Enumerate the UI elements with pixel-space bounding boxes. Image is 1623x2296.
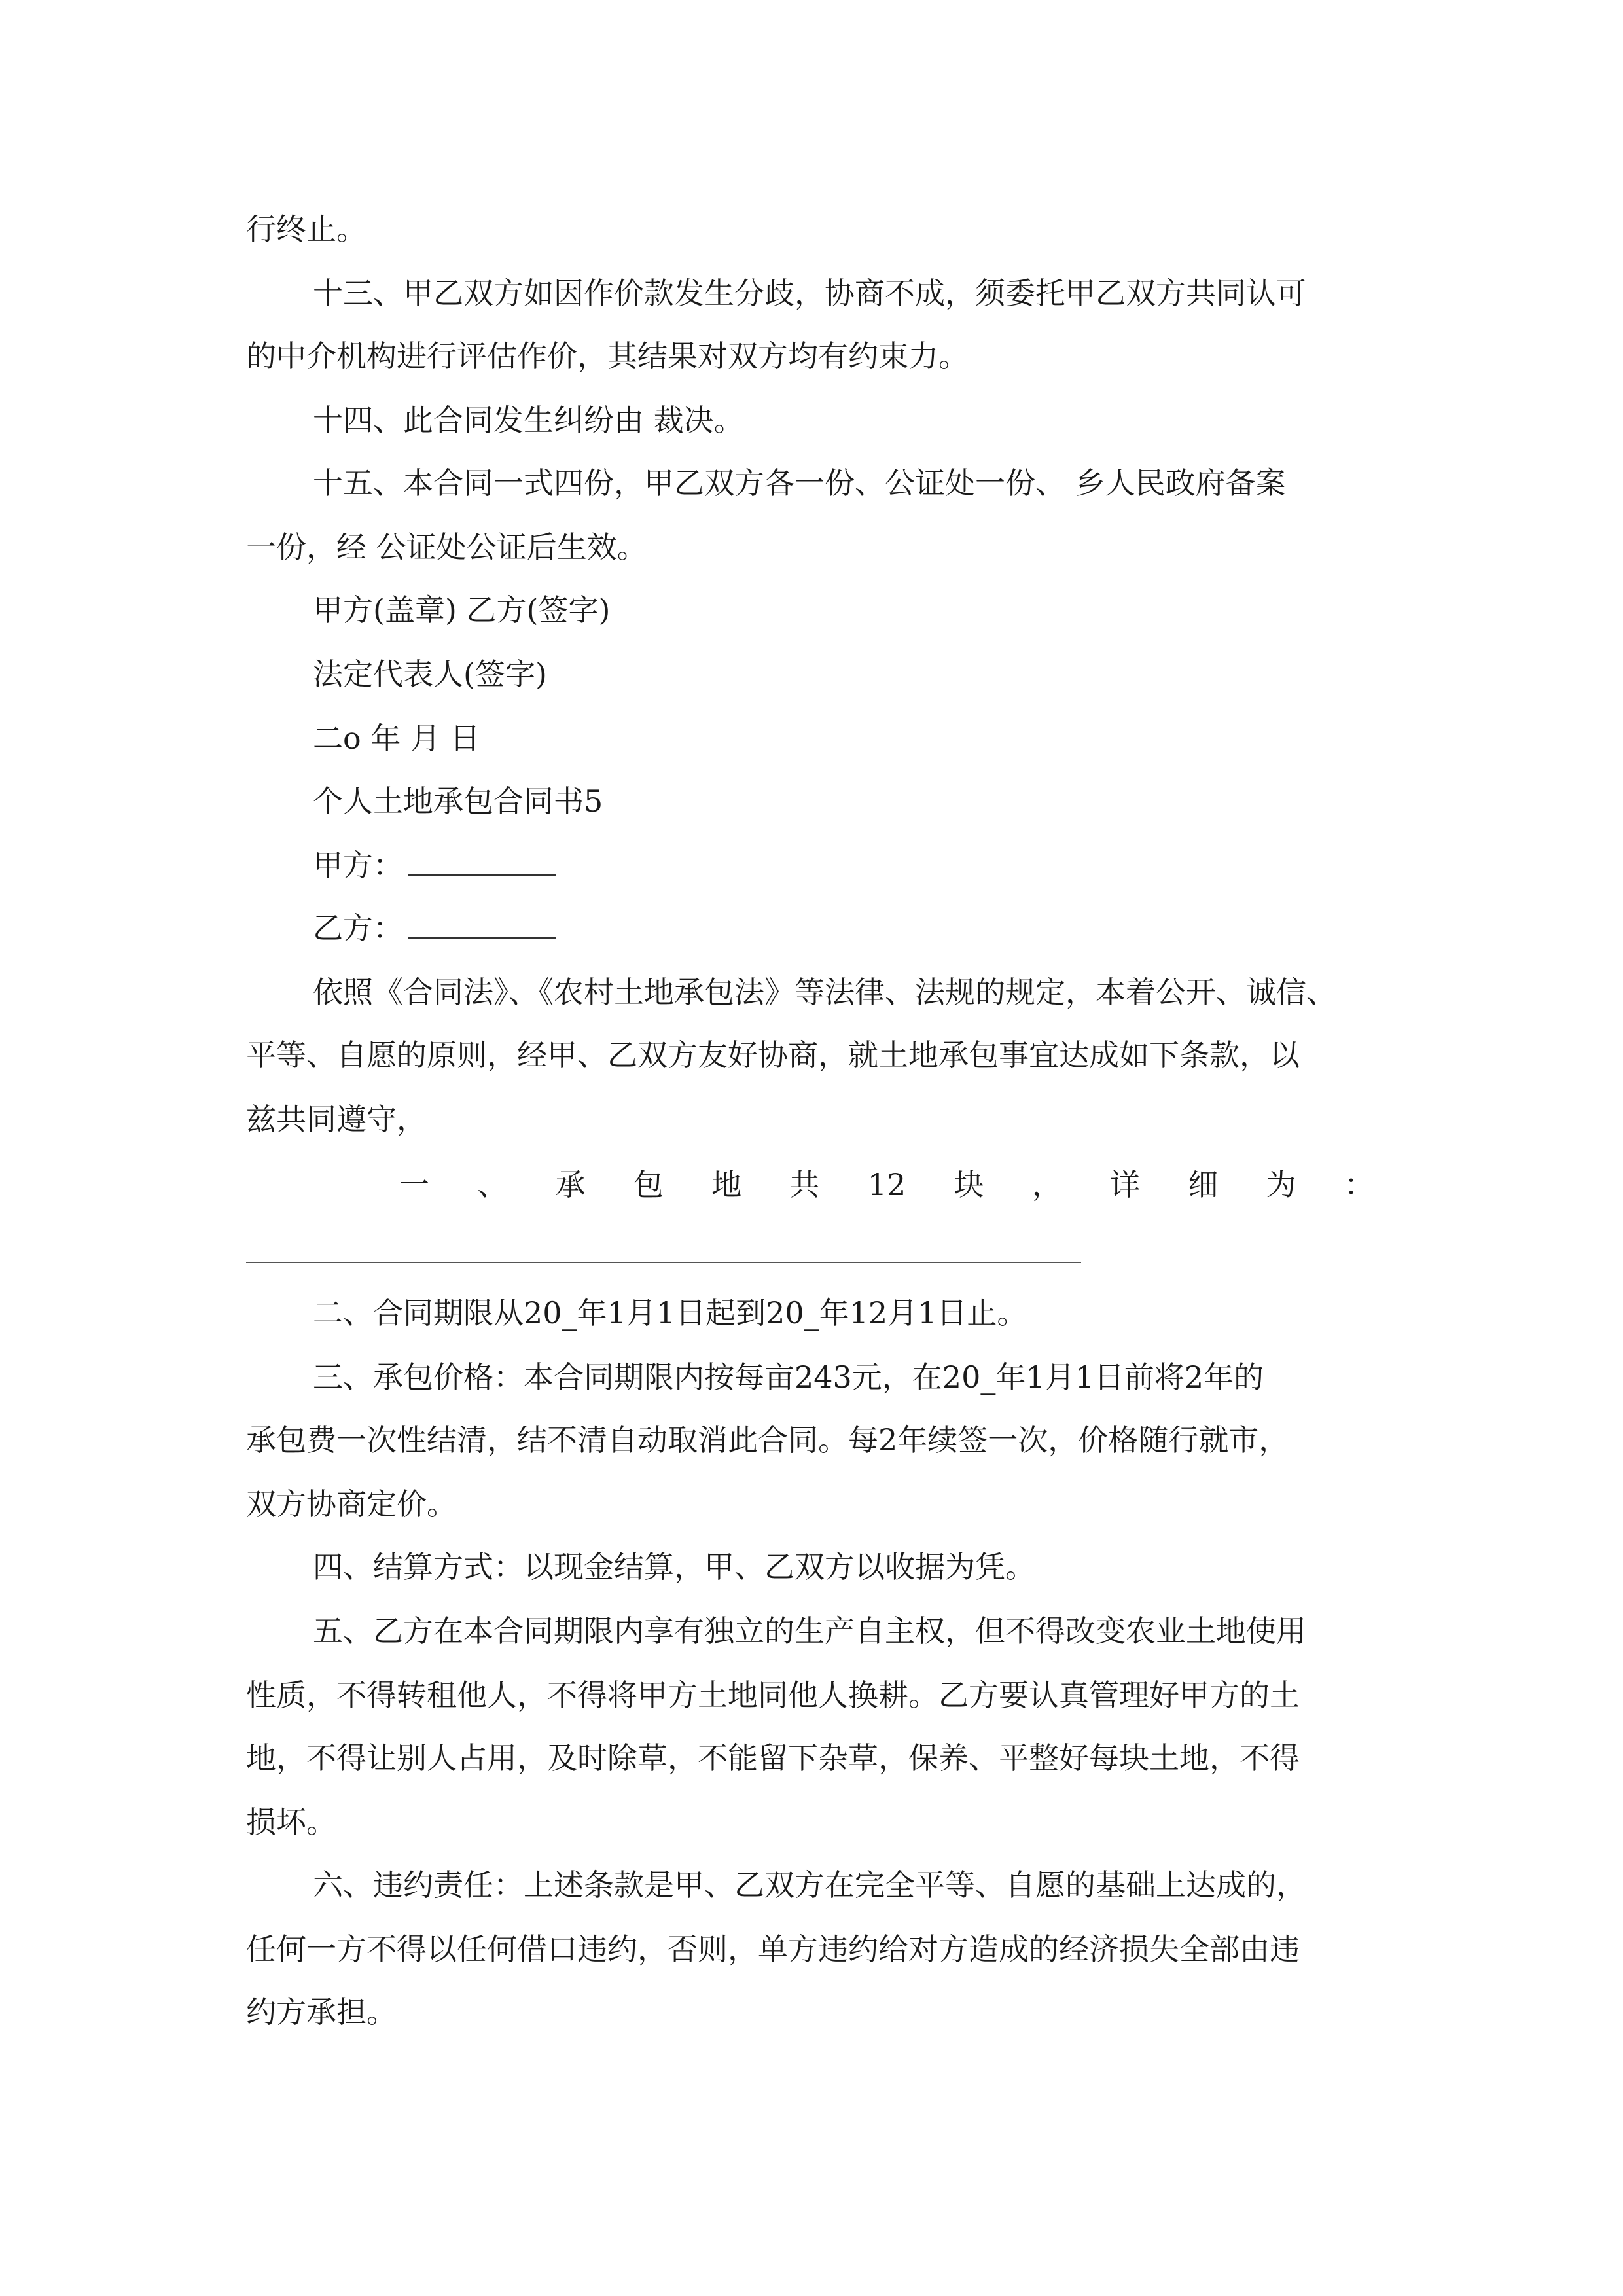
party-b-label: 乙方： <box>313 910 403 946</box>
text-line: 的中介机构进行评估作价，其结果对双方均有约束力。 <box>246 338 969 374</box>
clause-1-char: 块 <box>954 1167 984 1202</box>
clause-1-char: 一 <box>399 1167 429 1202</box>
clause-1-char: 、 <box>477 1167 508 1202</box>
clause-14: 十四、此合同发生纠纷由 裁决。 <box>313 403 744 438</box>
clause-1-char: 共 <box>789 1167 820 1202</box>
text-line: 双方协商定价。 <box>246 1486 457 1522</box>
clause-1-char: ： <box>1344 1167 1374 1202</box>
text-line: 兹共同遵守， <box>246 1102 427 1137</box>
preamble-line: 依照《合同法》、《农村土地承包法》等法律、法规的规定，本着公开、诚信、 <box>313 975 1336 1010</box>
clause-1-char: 为 <box>1266 1167 1296 1202</box>
clause-1-char: 包 <box>633 1167 664 1202</box>
clause-4: 四、结算方式：以现金结算，甲、乙双方以收据为凭。 <box>313 1549 1035 1585</box>
party-a-line <box>313 846 556 885</box>
text-line: 行终止。 <box>246 211 366 247</box>
clause-1-char: 详 <box>1110 1167 1141 1202</box>
clause-15: 十五、本合同一式四份，甲乙双方各一份、公证处一份、 乡人民政府备案 <box>313 465 1286 501</box>
representative-line: 法定代表人(签字) <box>313 656 547 692</box>
party-a-label: 甲方： <box>313 848 403 883</box>
text-line: 平等、自愿的原则，经甲、乙双方友好协商，就土地承包事宜达成如下条款，以 <box>246 1037 1300 1073</box>
text-line: 约方承担。 <box>246 1994 397 2030</box>
clause-1-char: ， <box>1031 1167 1062 1202</box>
clause-1-spread <box>399 1165 1374 1204</box>
clause-3: 三、承包价格：本合同期限内按每亩243元，在20_年1月1日前将2年的 <box>313 1359 1264 1395</box>
clause-1-char: 12 <box>867 1167 906 1202</box>
text-line: 地，不得让别人占用，及时除草，不能留下杂草，保养、平整好每块土地，不得 <box>246 1740 1300 1776</box>
clause-1-char: 地 <box>711 1167 742 1202</box>
text-line: 损坏。 <box>246 1804 336 1840</box>
party-b-line <box>313 908 556 948</box>
clause-1-char: 承 <box>555 1167 586 1202</box>
clause-1-char: 细 <box>1188 1167 1219 1202</box>
clause-2: 二、合同期限从20_年1月1日起到20_年12月1日止。 <box>313 1295 1027 1331</box>
party-b-blank <box>408 911 556 939</box>
fill-in-underline <box>246 1262 1081 1263</box>
text-line: 一份，经 公证处公证后生效。 <box>246 529 647 565</box>
contract-title: 个人土地承包合同书5 <box>313 783 603 819</box>
text-line: 任何一方不得以任何借口违约，否则，单方违约给对方造成的经济损失全部由违 <box>246 1931 1300 1967</box>
signature-line: 甲方(盖章) 乙方(签字) <box>313 592 611 628</box>
clause-6: 六、违约责任：上述条款是甲、乙双方在完全平等、自愿的基础上达成的， <box>313 1867 1306 1903</box>
clause-13: 十三、甲乙双方如因作价款发生分歧，协商不成，须委托甲乙双方共同认可 <box>313 276 1306 311</box>
party-a-blank <box>408 848 556 876</box>
text-line: 承包费一次性结清，结不清自动取消此合同。每2年续签一次，价格随行就市， <box>246 1422 1289 1458</box>
text-line: 性质，不得转租他人，不得将甲方土地同他人换耕。乙方要认真管理好甲方的土 <box>246 1677 1300 1713</box>
date-line: 二o 年 月 日 <box>313 721 480 756</box>
clause-5: 五、乙方在本合同期限内享有独立的生产自主权，但不得改变农业土地使用 <box>313 1613 1306 1649</box>
